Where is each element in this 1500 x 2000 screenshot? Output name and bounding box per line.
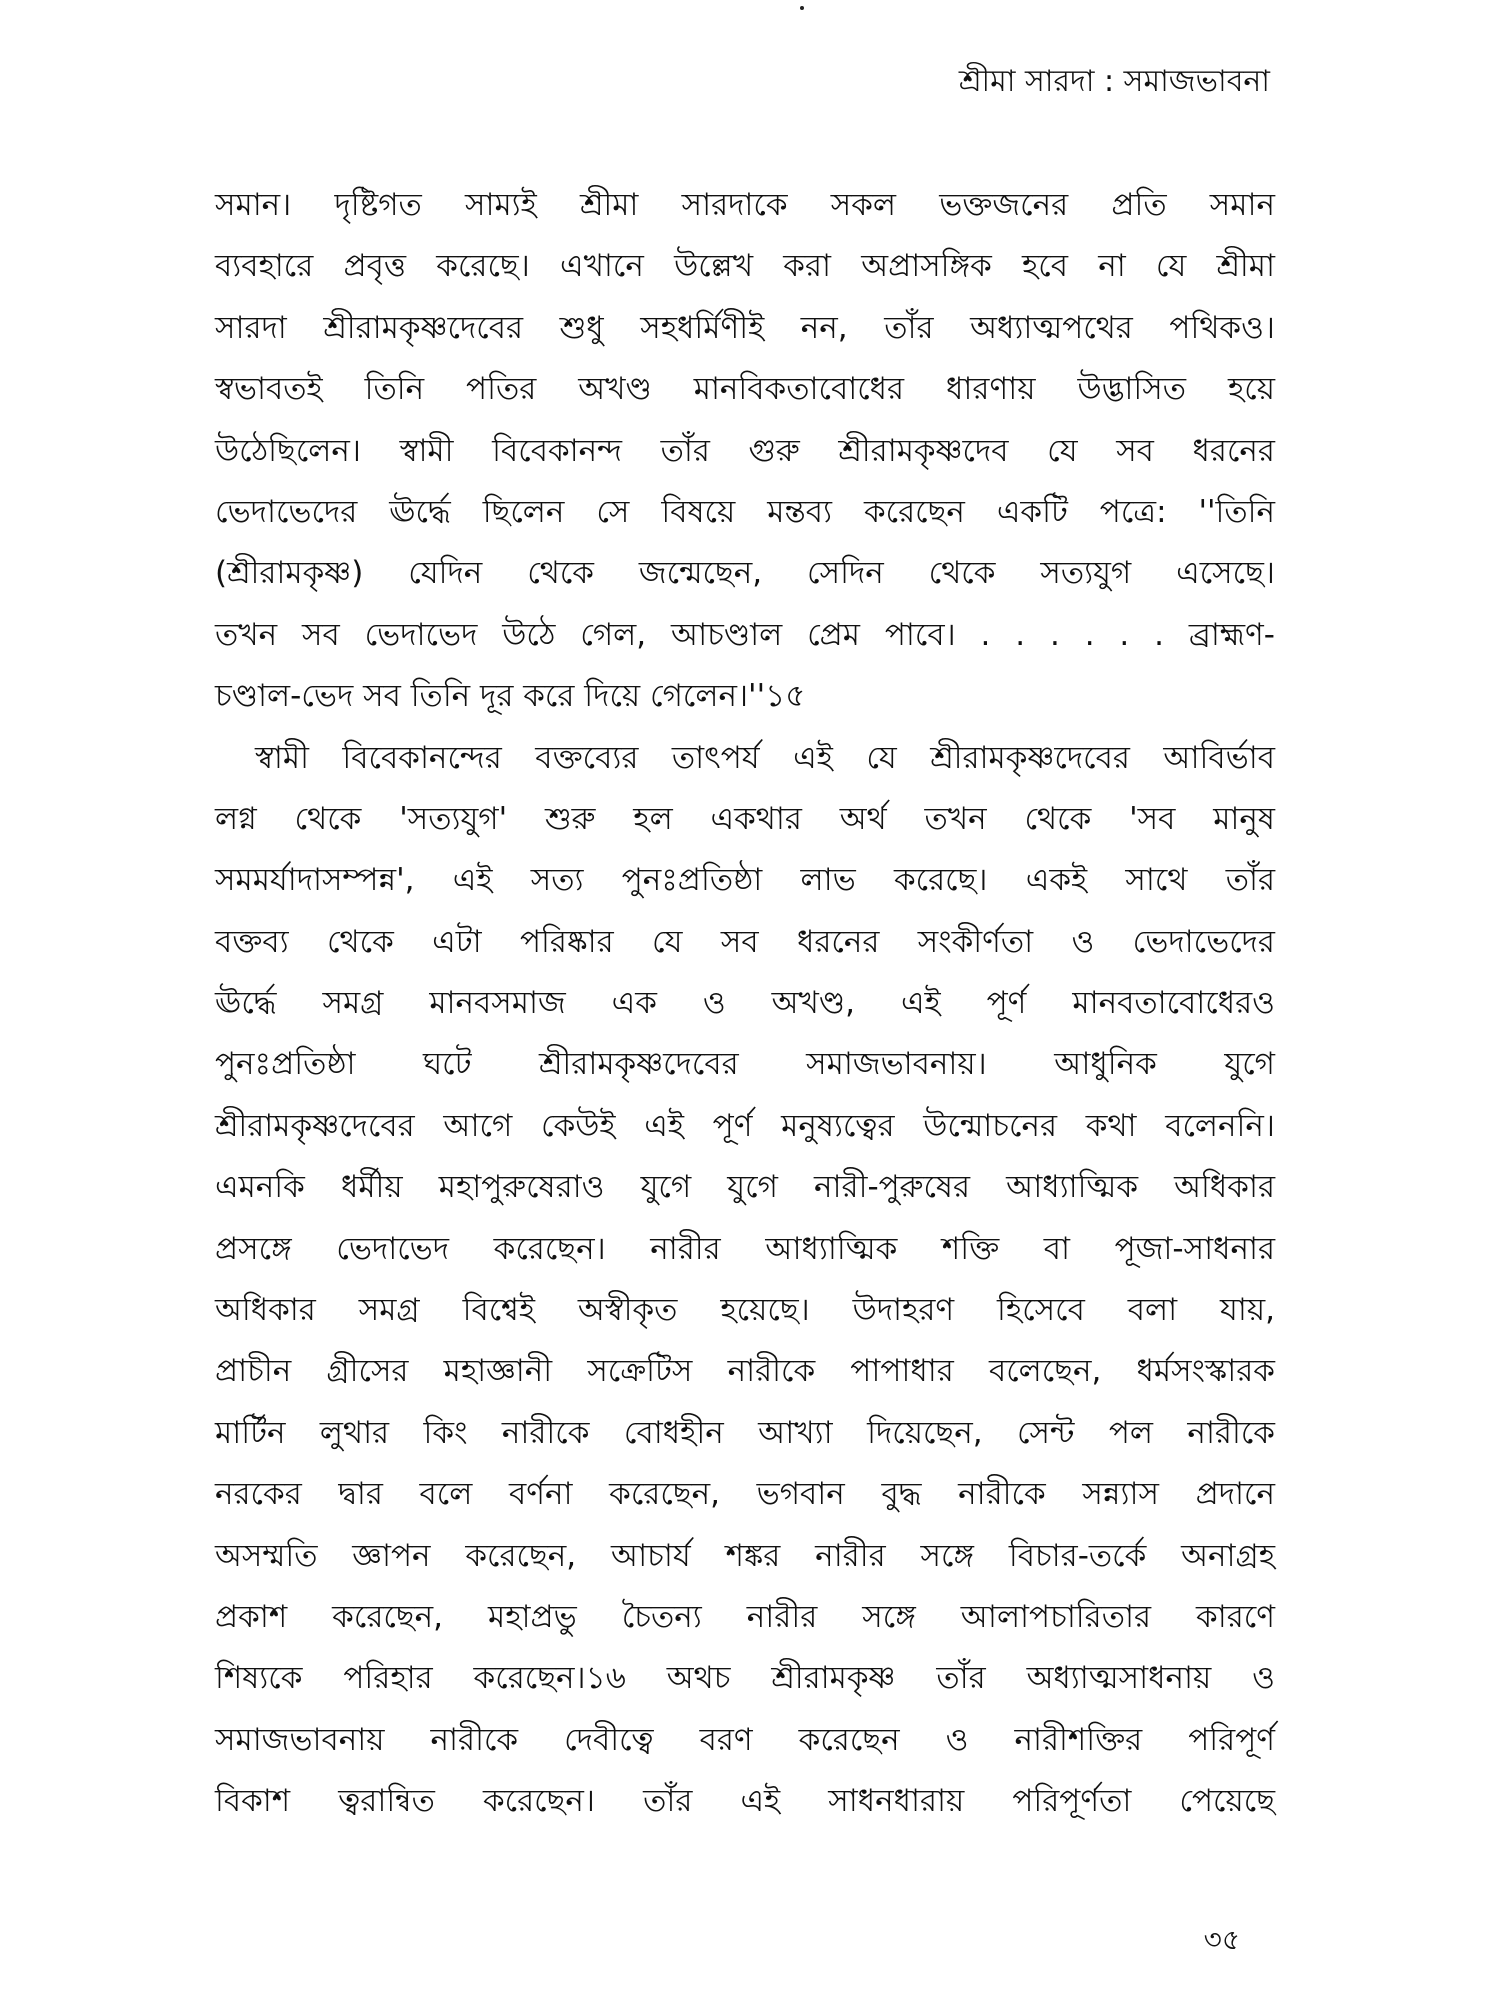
text-line: শ্রীরামকৃষ্ণদেবের আগে কেউই এই পূর্ণ মনুষ্যত্বের উন্মোচনের কথা বলেননি। bbox=[215, 1107, 1275, 1144]
body-text bbox=[215, 175, 1275, 1833]
text-line: শিষ্যকে পরিহার করেছেন।১৬ অথচ শ্রীরামকৃষ্ণ তাঁর অধ্যাত্মসাধনায় ও bbox=[215, 1660, 1275, 1697]
paragraph-1 bbox=[215, 175, 1275, 728]
text-line: প্রাচীন গ্রীসের মহাজ্ঞানী সক্রেটিস নারীকে পাপাধার বলেছেন, ধর্মসংস্কারক bbox=[215, 1353, 1275, 1390]
text-line: বিকাশ ত্বরান্বিত করেছেন। তাঁর এই সাধনধারায় পরিপূর্ণতা পেয়েছে bbox=[215, 1783, 1275, 1820]
text-line: অসম্মতি জ্ঞাপন করেছেন, আচার্য শঙ্কর নারীর সঙ্গে বিচার-তর্কে অনাগ্রহ bbox=[215, 1537, 1275, 1574]
text-line: নরকের দ্বার বলে বর্ণনা করেছেন, ভগবান বুদ্ধ নারীকে সন্ন্যাস প্রদানে bbox=[215, 1476, 1275, 1513]
text-line: সারদা শ্রীরামকৃষ্ণদেবের শুধু সহধর্মিণীই নন, তাঁর অধ্যাত্মপথের পথিকও। bbox=[215, 309, 1275, 346]
text-line: তখন সব ভেদাভেদ উঠে গেল, আচণ্ডাল প্রেম পাবে। . . . . . . ব্রাহ্মণ- bbox=[215, 616, 1275, 653]
text-line: প্রকাশ করেছেন, মহাপ্রভু চৈতন্য নারীর সঙ্গে আলাপচারিতার কারণে bbox=[215, 1598, 1275, 1635]
text-line: স্বভাবতই তিনি পতির অখণ্ড মানবিকতাবোধের ধারণায় উদ্ভাসিত হয়ে bbox=[215, 371, 1275, 408]
text-line: ব্যবহারে প্রবৃত্ত করেছে। এখানে উল্লেখ করা অপ্রাসঙ্গিক হবে না যে শ্রীমা bbox=[215, 248, 1275, 285]
running-header: শ্রীমা সারদা : সমাজভাবনা bbox=[958, 64, 1270, 99]
text-line: পুনঃপ্রতিষ্ঠা ঘটে শ্রীরামকৃষ্ণদেবের সমাজভাবনায়। আধুনিক যুগে bbox=[215, 1046, 1275, 1083]
text-line: এমনকি ধর্মীয় মহাপুরুষেরাও যুগে যুগে নারী-পুরুষের আধ্যাত্মিক অধিকার bbox=[215, 1169, 1275, 1206]
top-mark bbox=[800, 6, 804, 10]
text-line: উঠেছিলেন। স্বামী বিবেকানন্দ তাঁর গুরু শ্রীরামকৃষ্ণদেব যে সব ধরনের bbox=[215, 432, 1275, 469]
text-line: বক্তব্য থেকে এটা পরিষ্কার যে সব ধরনের সংকীর্ণতা ও ভেদাভেদের bbox=[215, 923, 1275, 960]
paragraph-2 bbox=[215, 728, 1275, 1833]
text-line: (শ্রীরামকৃষ্ণ) যেদিন থেকে জন্মেছেন, সেদিন থেকে সত্যযুগ এসেছে। bbox=[215, 555, 1275, 592]
text-line: চণ্ডাল-ভেদ সব তিনি দূর করে দিয়ে গেলেন।''১৫ bbox=[215, 678, 806, 715]
text-line: সমাজভাবনায় নারীকে দেবীত্বে বরণ করেছেন ও নারীশক্তির পরিপূর্ণ bbox=[215, 1721, 1275, 1758]
text-line: ভেদাভেদের ঊর্দ্ধে ছিলেন সে বিষয়ে মন্তব্য করেছেন একটি পত্রে: ''তিনি bbox=[215, 493, 1275, 530]
text-line: লগ্ন থেকে 'সত্যযুগ' শুরু হল একথার অর্থ তখন থেকে 'সব মানুষ bbox=[215, 800, 1275, 837]
text-line: অধিকার সমগ্র বিশ্বেই অস্বীকৃত হয়েছে। উদাহরণ হিসেবে বলা যায়, bbox=[215, 1292, 1275, 1329]
text-line: স্বামী বিবেকানন্দের বক্তব্যের তাৎপর্য এই যে শ্রীরামকৃষ্ণদেবের আবির্ভাব bbox=[255, 739, 1275, 776]
text-line: প্রসঙ্গে ভেদাভেদ করেছেন। নারীর আধ্যাত্মিক শক্তি বা পূজা-সাধনার bbox=[215, 1230, 1275, 1267]
text-line: সমান। দৃষ্টিগত সাম্যই শ্রীমা সারদাকে সকল ভক্তজনের প্রতি সমান bbox=[215, 187, 1275, 223]
page-number: ৩৫ bbox=[1203, 1923, 1240, 1956]
text-line: সমমর্যাদাসম্পন্ন', এই সত্য পুনঃপ্রতিষ্ঠা লাভ করেছে। একই সাথে তাঁর bbox=[215, 862, 1275, 899]
text-line: মার্টিন লুথার কিং নারীকে বোধহীন আখ্যা দিয়েছেন, সেন্ট পল নারীকে bbox=[215, 1414, 1275, 1451]
text-line: ঊর্দ্ধে সমগ্র মানবসমাজ এক ও অখণ্ড, এই পূর্ণ মানবতাবোধেরও bbox=[215, 985, 1275, 1022]
